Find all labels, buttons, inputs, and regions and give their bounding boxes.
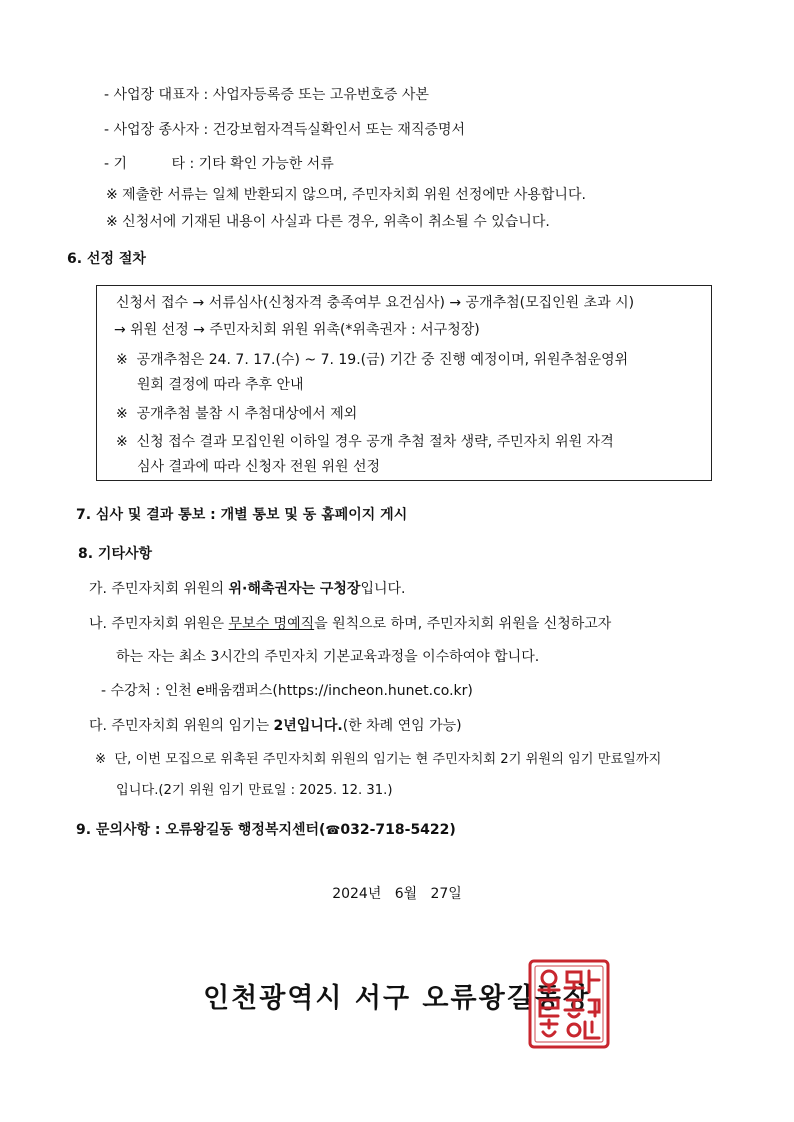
item-da-text: 다. 주민자치회 위원의 임기는	[89, 718, 274, 734]
item-na-underline: 무보수 명예직	[228, 616, 315, 632]
doc-item-employee: - 사업장 종사자 : 건강보험자격득실확인서 또는 재직증명서	[104, 122, 466, 138]
box-note-skip-draw-cont: 심사 결과에 따라 신청자 전원 위원 선정	[137, 459, 381, 475]
item-da	[89, 717, 462, 735]
item-ga-text: 가. 주민자치회 위원의	[89, 581, 229, 597]
training-institution: - 수강처 : 인천 e배움캠퍼스(https://incheon.hunet.co.kr)	[101, 683, 473, 699]
doc-item-other: - 기 타 : 기타 확인 가능한 서류	[104, 156, 334, 172]
document-date: 2024년 6월 27일	[332, 886, 462, 902]
box-note-absence: ※ 공개추첨 불참 시 추첨대상에서 제외	[116, 406, 358, 422]
official-seal-icon	[527, 958, 611, 1050]
term-note-line-2: 입니다.(2기 위원 임기 만료일 : 2025. 12. 31.)	[116, 783, 393, 798]
item-na-line2: 하는 자는 최소 3시간의 주민자치 기본교육과정을 이수하여야 합니다.	[116, 649, 540, 665]
note-no-return: ※ 제출한 서류는 일체 반환되지 않으며, 주민자치회 위원 선정에만 사용합니다.	[106, 187, 586, 203]
box-note-draw-date-cont: 원회 결정에 따라 추후 안내	[137, 377, 304, 393]
procedure-flow-line-1: 신청서 접수 → 서류심사(신청자격 충족여부 요건심사) → 공개추첨(모집인원 초과 시)	[116, 295, 635, 311]
telephone-icon: ☎	[325, 823, 341, 837]
term-note-line-1: ※ 단, 이번 모집으로 위촉된 주민자치회 위원의 임기는 현 주민자치회 2기 위원의 임기 만료일까지	[95, 752, 662, 767]
doc-item-representative: - 사업장 대표자 : 사업자등록증 또는 고유번호증 사본	[104, 87, 429, 103]
section-7-heading: 7. 심사 및 결과 통보 : 개별 통보 및 동 홈페이지 게시	[76, 507, 408, 523]
note-cancellation: ※ 신청서에 기재된 내용이 사실과 다른 경우, 위촉이 취소될 수 있습니다.	[106, 214, 550, 230]
item-na	[89, 615, 611, 633]
item-da-emphasis: 2년입니다.	[273, 718, 343, 734]
item-ga	[89, 580, 405, 598]
procedure-flow-line-2: → 위원 선정 → 주민자치회 위원 위촉(*위촉권자 : 서구청장)	[114, 322, 480, 338]
contact-text: 9. 문의사항 : 오류왕길동 행정복지센터(	[76, 822, 326, 838]
box-note-skip-draw: ※ 신청 접수 결과 모집인원 이하일 경우 공개 추첨 절차 생략, 주민자치 위원 자격	[116, 434, 614, 450]
item-da-end: (한 차례 연임 가능)	[342, 718, 462, 734]
section-8-heading: 8. 기타사항	[78, 546, 153, 562]
item-na-end: 을 원칙으로 하며, 주민자치회 위원을 신청하고자	[314, 616, 612, 632]
contact-phone: 032-718-5422)	[340, 822, 456, 838]
item-ga-end: 입니다.	[360, 581, 406, 597]
box-note-draw-date: ※ 공개추첨은 24. 7. 17.(수) ~ 7. 19.(금) 기간 중 진행 예정이며, 위원추첨운영위	[116, 352, 629, 368]
section-9-contact	[76, 821, 456, 839]
issuer-name: 인천광역시 서구 오류왕길동장	[203, 983, 591, 1014]
item-ga-emphasis: 위·해촉권자는 구청장	[228, 581, 361, 597]
section-6-heading: 6. 선정 절차	[67, 251, 146, 267]
item-na-text: 나. 주민자치회 위원은	[89, 616, 229, 632]
